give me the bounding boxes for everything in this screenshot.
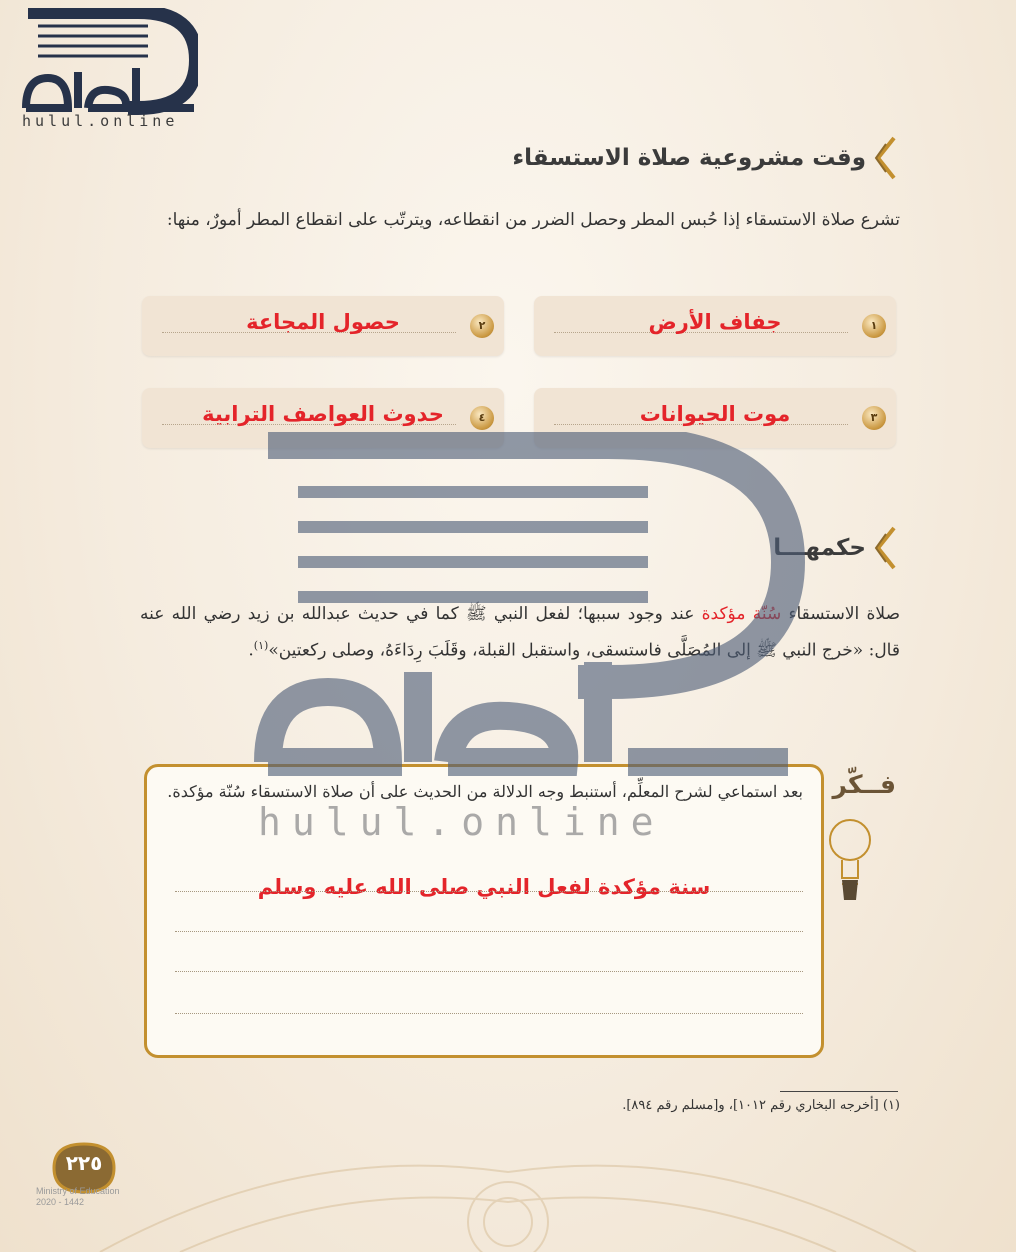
footnote-divider bbox=[780, 1091, 898, 1092]
ministry-line: Ministry of Education bbox=[36, 1186, 120, 1196]
item-number-badge: ١ bbox=[862, 314, 886, 338]
watermark-logo bbox=[248, 432, 808, 842]
answer-text: جفاف الأرض bbox=[648, 310, 782, 334]
answer-line bbox=[175, 971, 803, 972]
think-answer: سنة مؤكدة لفعل النبي صلى الله عليه وسلم bbox=[257, 875, 711, 899]
item-number-badge: ٢ bbox=[470, 314, 494, 338]
think-label: فــكّر bbox=[832, 770, 896, 799]
ruling-text-start: صلاة الاستسقاء bbox=[781, 604, 900, 624]
think-prompt: بعد استماعي لشرح المعلِّم، أستنبط وجه الدلالة من الحديث على أن صلاة الاستسقاء سُنّة مؤكدة. bbox=[167, 782, 803, 801]
intro-paragraph: تشرع صلاة الاستسقاء إذا حُبس المطر وحصل الضرر من انقطاعه، ويترتّب على انقطاع المطر أمورٌ، منها: bbox=[166, 210, 900, 230]
heading-bracket-icon bbox=[872, 526, 898, 570]
item-number-badge: ٤ bbox=[470, 406, 494, 430]
lightbulb-icon bbox=[820, 800, 880, 910]
watermark-word: hulul.online bbox=[258, 800, 665, 844]
edition-year: 2020 - 1442 bbox=[36, 1197, 85, 1207]
answer-text: موت الحيوانات bbox=[639, 402, 791, 426]
section-title: وقت مشروعية صلاة الاستسقاء bbox=[512, 145, 866, 171]
answer-line bbox=[175, 891, 803, 892]
section-title: حكمهـــا bbox=[773, 535, 866, 561]
ruling-paragraph: صلاة الاستسقاء سُنّة مؤكدة عند وجود سببها؛ لفعل النبي ﷺ كما في حديث عبدالله بن زيد رضي الله عنه قال: «خرج النبي ﷺ إلى المُصَلَّى فاستسقى، واستقبل القبلة، وقَلَبَ رِدَاءَهُ، وصلى ركعتين»$^{(١)}$. bbox=[140, 604, 900, 661]
section-heading-timing bbox=[512, 136, 898, 180]
answer-line bbox=[175, 1013, 803, 1014]
ministry-credit bbox=[36, 1186, 120, 1208]
answer-text: حدوث العواصف الترابية bbox=[202, 402, 444, 426]
page-number: ٢٢٥ bbox=[65, 1151, 103, 1175]
footnote: (١) [أخرجه البخاري رقم ١٠١٢]، و[مسلم رقم ٨٩٤]. bbox=[622, 1098, 900, 1113]
answer-text: حصول المجاعة bbox=[246, 310, 400, 334]
answer-card-2 bbox=[142, 296, 504, 356]
answer-line bbox=[175, 931, 803, 932]
footnote-ref: (١) bbox=[253, 639, 269, 652]
heading-bracket-icon bbox=[872, 136, 898, 180]
ruling-text-rest: عند وجود سببها؛ لفعل النبي ﷺ كما في حديث عبدالله بن زيد رضي الله عنه قال: «خرج النبي ﷺ إلى المُصَلَّى فاستسقى، واستقبل القبلة، وقَلَبَ رِدَاءَهُ، وصلى ركعتين» bbox=[140, 604, 900, 661]
answer-card-1 bbox=[534, 296, 896, 356]
item-number-badge: ٣ bbox=[862, 406, 886, 430]
logo-wordmark: hulul.online bbox=[22, 112, 179, 130]
ruling-highlight: سُنّة مؤكدة bbox=[701, 604, 782, 624]
